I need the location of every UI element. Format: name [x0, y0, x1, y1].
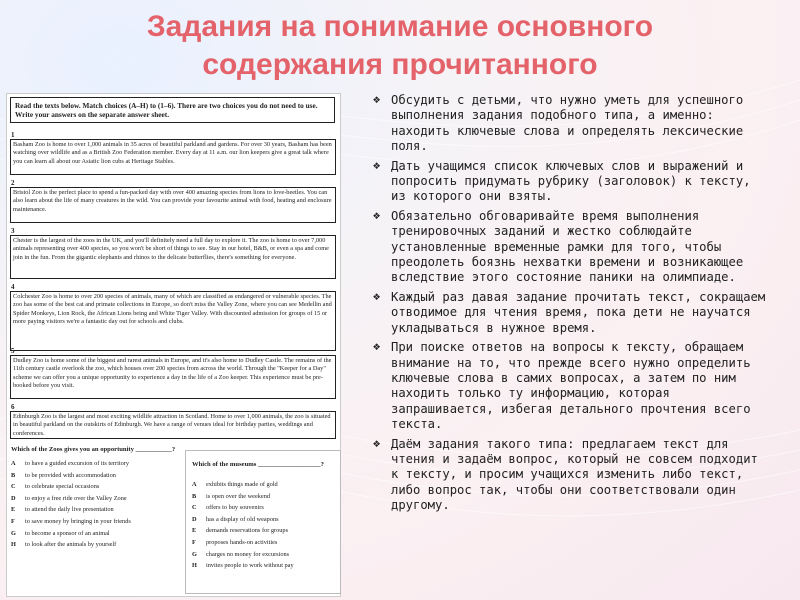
option-item: F proposes hands-on activities [192, 538, 278, 546]
diamond-bullet-icon: ❖ [373, 339, 381, 354]
bullet-item: ❖ Дать учащимся список ключевых слов и выражений и попросить придумать рубрику (заголовок) к тексту, из которого они взяты. [373, 157, 751, 204]
option-item: D has a display of old weapons [192, 515, 279, 523]
options-list-2 [192, 479, 294, 572]
text-box: Edinburgh Zoo is the largest and most exciting wildlife attraction in Scotland. Home to over 1,000 animals, the zoo is situated in beautiful parkland on the outskirts of Edinburgh. We have a range of venues ideal for birthday parties, weddings and conferences. [10, 411, 336, 439]
text-number: 6 [11, 403, 15, 411]
option-item: B is open over the weekend [192, 492, 270, 500]
text-number: 2 [11, 179, 15, 187]
text-number: 1 [11, 131, 15, 139]
bullet-item: ❖ Даём задания такого типа: предлагаем текст для чтения и задаём вопрос, который не совсем подходит к тексту, и просим учащихся изменить либо текст, либо вопрос так, чтобы они соответствовали один другому. [373, 435, 758, 513]
option-item: C to celebrate special occasions [11, 483, 100, 491]
option-item: A to have a guided excursion of its territory [11, 460, 130, 467]
title-line-1: Задания на понимание основного [146, 10, 654, 43]
bullet-item: ❖ При поиске ответов на вопросы к тексту, обращаем внимание на то, что прежде всего нужно определить ключевые слова в самих вопросах, а затем по ним находить только ту информацию, которая запрашивается, избегая детального прочтения всего текста. [373, 339, 751, 432]
option-item: G charges no money for excursions [192, 550, 290, 558]
text-number: 3 [11, 227, 15, 235]
options-list-1 [11, 458, 131, 551]
option-item: G to become a sponsor of an animal [11, 529, 110, 537]
bullet-item: ❖ Обязательно обговаривайте время выполнения тренировочных заданий и жестко соблюдайте установленные временные рамки для того, чтобы преодолеть боязнь нехватки времени и возникающее вследствие этого состояние паники на олимпиаде. [373, 207, 744, 285]
text-number: 4 [11, 283, 15, 291]
text-box: Chester is the largest of the zoos in the UK, and you'll definitely need a full day to explore it. The zoo is home to over 7,000 animals representing over 400 species, so you won't be short of things to see. Stay in our hotel, B&B, or even a spa and come join in the fun. From the gigantic elephants and rhinos to the delicate butterflies, there's something for everyone. [10, 235, 336, 279]
diamond-bullet-icon: ❖ [373, 207, 381, 222]
option-item: E to attend the daily live presentation [11, 506, 114, 514]
question-1: Which of the Zoos gives you an opportunity ___________? [11, 446, 176, 453]
option-item: C offers to buy souvenirs [192, 504, 264, 512]
worksheet-image [6, 93, 341, 597]
text-box: Basham Zoo is home to over 1,000 animals in 35 acres of beautiful parkland and gardens. For over 30 years, Basham has been watching over wildlife and as a British Zoo Federation member. Every day at 11 a.m. our lion keepers give a great talk where you can learn all about our Asiatic lion cubs at Heritage Stables. [10, 139, 336, 175]
option-item: A exhibits things made of gold [192, 481, 278, 488]
bullet-item: ❖ Каждый раз давая задание прочитать текст, сокращаем отводимое для чтения время, пока дети не научатся укладываться в нужное время. [373, 288, 766, 335]
worksheet-instructions: Read the texts below. Match choices (A–H) to (1–6). There are two choices you do not need to use. Write your answers on the separate answer sheet. [10, 97, 335, 123]
option-item: H to look after the animals by yourself [11, 541, 117, 549]
page-title [0, 8, 800, 84]
diamond-bullet-icon: ❖ [373, 435, 381, 450]
text-box: Dudley Zoo is home some of the biggest and rarest animals in Europe, and it's also home to Dudley Castle. The remains of the 11th century castle overlook the zoo, which houses over 200 species from across the world. Through the "Keeper for a Day" scheme we can offer you a unique opportunity to experience a day in the life of a Zoo keeper. This experience must be pre-booked before you visit. [10, 355, 336, 399]
option-item: H invites people to work without pay [192, 562, 294, 570]
bullet-item: ❖ Обсудить с детьми, что нужно уметь для успешного выполнения задания подобного типа, а именно: находить ключевые слова и определять лексические поля. [373, 92, 744, 154]
question-2: Which of the museums ___________________? [192, 461, 324, 468]
museum-question-card [185, 450, 341, 594]
diamond-bullet-icon: ❖ [373, 157, 381, 172]
bullet-list [373, 93, 768, 518]
option-item: B to be provided with accommodation [11, 471, 116, 479]
option-item: F to save money by bringing in your friends [11, 517, 131, 525]
title-line-2: содержания прочитанного [202, 48, 598, 81]
diamond-bullet-icon: ❖ [373, 288, 381, 303]
diamond-bullet-icon: ❖ [373, 92, 381, 106]
option-item: E demands reservations for groups [192, 527, 289, 535]
text-number: 5 [11, 347, 15, 355]
text-box: Bristol Zoo is the perfect place to spend a fun-packed day with over 400 amazing species from lions to love-beetles. You can also learn about the life of many creatures in the wild. You can provide your favourite animal with food, heating and enclosure maintenance. [10, 187, 336, 223]
text-box: Colchester Zoo is home to over 200 species of animals, many of which are classified as endangered or vulnerable species. The zoo has some of the best cat and primate collections in Europe, so don't miss the Valley Zone, where you can see Medellin and Spider Monkeys, Lion Rock, the African Lions being and White Tiger Valley. With discounted admission for groups of 15 or more paying visitors we're a fantastic day out for schools and clubs. [10, 291, 336, 351]
option-item: D to enjoy a free ride over the Valley Zone [11, 494, 127, 502]
